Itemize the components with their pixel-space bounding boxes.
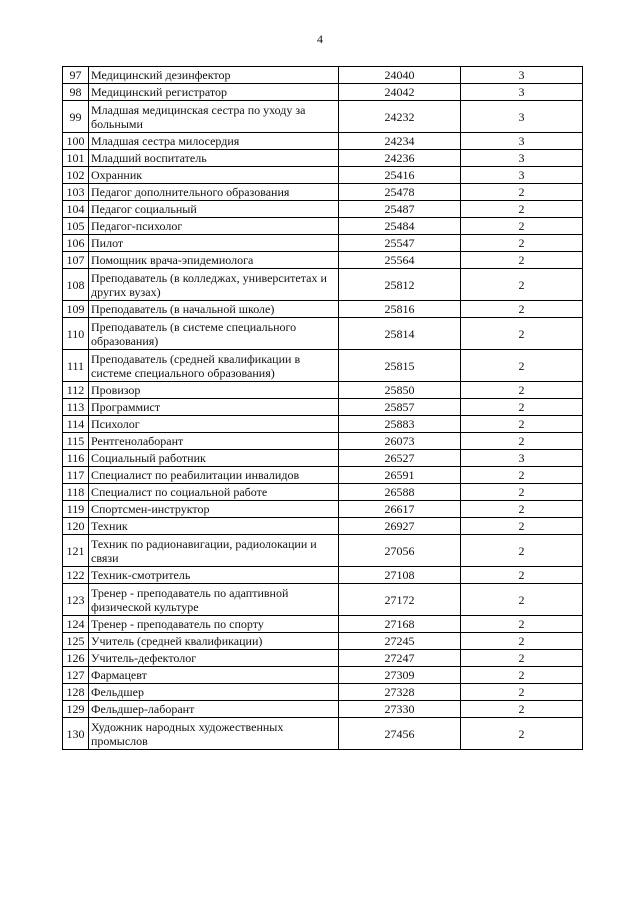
category: 2 <box>461 701 583 718</box>
table-row <box>63 518 583 535</box>
profession-name: Преподаватель (в начальной школе) <box>89 301 339 318</box>
table-row <box>63 616 583 633</box>
profession-code: 25814 <box>339 318 461 350</box>
row-number: 120 <box>63 518 89 535</box>
table-row <box>63 399 583 416</box>
row-number: 108 <box>63 269 89 301</box>
row-number: 107 <box>63 252 89 269</box>
category: 2 <box>461 535 583 567</box>
row-number: 115 <box>63 433 89 450</box>
profession-code: 24234 <box>339 133 461 150</box>
table-row <box>63 382 583 399</box>
profession-code: 27309 <box>339 667 461 684</box>
table-row <box>63 301 583 318</box>
table-row <box>63 235 583 252</box>
table-row <box>63 701 583 718</box>
table-row <box>63 167 583 184</box>
profession-name: Техник по радионавигации, радиолокации и связи <box>89 535 339 567</box>
table-row <box>63 252 583 269</box>
table-row <box>63 67 583 84</box>
category: 2 <box>461 667 583 684</box>
table-row <box>63 684 583 701</box>
table-row <box>63 84 583 101</box>
profession-code: 25547 <box>339 235 461 252</box>
table-row <box>63 150 583 167</box>
profession-code: 25850 <box>339 382 461 399</box>
category: 2 <box>461 399 583 416</box>
row-number: 111 <box>63 350 89 382</box>
profession-code: 27245 <box>339 633 461 650</box>
profession-code: 27247 <box>339 650 461 667</box>
table-row <box>63 501 583 518</box>
profession-name: Преподаватель (в системе специального образования) <box>89 318 339 350</box>
row-number: 105 <box>63 218 89 235</box>
row-number: 100 <box>63 133 89 150</box>
category: 3 <box>461 450 583 467</box>
profession-code: 26588 <box>339 484 461 501</box>
profession-code: 25812 <box>339 269 461 301</box>
profession-code: 27056 <box>339 535 461 567</box>
profession-name: Социальный работник <box>89 450 339 467</box>
category: 3 <box>461 133 583 150</box>
profession-name: Младшая сестра милосердия <box>89 133 339 150</box>
row-number: 101 <box>63 150 89 167</box>
profession-code: 24236 <box>339 150 461 167</box>
table-row <box>63 269 583 301</box>
profession-name: Спортсмен-инструктор <box>89 501 339 518</box>
table-row <box>63 350 583 382</box>
table-row <box>63 416 583 433</box>
table-row <box>63 201 583 218</box>
profession-name: Медицинский регистратор <box>89 84 339 101</box>
category: 2 <box>461 269 583 301</box>
profession-code: 25564 <box>339 252 461 269</box>
category: 2 <box>461 584 583 616</box>
profession-code: 25484 <box>339 218 461 235</box>
profession-name: Помощник врача-эпидемиолога <box>89 252 339 269</box>
profession-name: Техник-смотритель <box>89 567 339 584</box>
category: 3 <box>461 67 583 84</box>
profession-name: Преподаватель (средней квалификации в системе специального образования) <box>89 350 339 382</box>
table-row <box>63 718 583 750</box>
category: 2 <box>461 218 583 235</box>
profession-code: 24040 <box>339 67 461 84</box>
table-row <box>63 650 583 667</box>
profession-name: Преподаватель (в колледжах, университетах и других вузах) <box>89 269 339 301</box>
table-row <box>63 450 583 467</box>
professions-table <box>62 66 583 750</box>
profession-name: Рентгенолаборант <box>89 433 339 450</box>
category: 2 <box>461 518 583 535</box>
row-number: 118 <box>63 484 89 501</box>
profession-code: 27328 <box>339 684 461 701</box>
profession-code: 26591 <box>339 467 461 484</box>
category: 2 <box>461 301 583 318</box>
profession-code: 24232 <box>339 101 461 133</box>
profession-name: Педагог-психолог <box>89 218 339 235</box>
profession-name: Программист <box>89 399 339 416</box>
category: 2 <box>461 467 583 484</box>
row-number: 129 <box>63 701 89 718</box>
row-number: 98 <box>63 84 89 101</box>
profession-code: 25816 <box>339 301 461 318</box>
row-number: 103 <box>63 184 89 201</box>
row-number: 125 <box>63 633 89 650</box>
profession-name: Младшая медицинская сестра по уходу за больными <box>89 101 339 133</box>
row-number: 121 <box>63 535 89 567</box>
row-number: 122 <box>63 567 89 584</box>
profession-name: Педагог социальный <box>89 201 339 218</box>
profession-code: 27168 <box>339 616 461 633</box>
category: 2 <box>461 350 583 382</box>
profession-code: 25487 <box>339 201 461 218</box>
profession-name: Фельдшер-лаборант <box>89 701 339 718</box>
table-row <box>63 133 583 150</box>
category: 2 <box>461 252 583 269</box>
profession-name: Учитель (средней квалификации) <box>89 633 339 650</box>
category: 3 <box>461 84 583 101</box>
profession-code: 27456 <box>339 718 461 750</box>
profession-name: Тренер - преподаватель по спорту <box>89 616 339 633</box>
profession-name: Техник <box>89 518 339 535</box>
row-number: 109 <box>63 301 89 318</box>
profession-name: Провизор <box>89 382 339 399</box>
profession-code: 27172 <box>339 584 461 616</box>
profession-name: Младший воспитатель <box>89 150 339 167</box>
category: 2 <box>461 684 583 701</box>
profession-code: 26617 <box>339 501 461 518</box>
profession-name: Тренер - преподаватель по адаптивной физической культуре <box>89 584 339 616</box>
profession-code: 26927 <box>339 518 461 535</box>
table-row <box>63 467 583 484</box>
profession-code: 27108 <box>339 567 461 584</box>
table-row <box>63 633 583 650</box>
profession-code: 25857 <box>339 399 461 416</box>
category: 2 <box>461 201 583 218</box>
table-row <box>63 433 583 450</box>
row-number: 128 <box>63 684 89 701</box>
table-row <box>63 535 583 567</box>
profession-name: Специалист по реабилитации инвалидов <box>89 467 339 484</box>
profession-name: Охранник <box>89 167 339 184</box>
profession-code: 25416 <box>339 167 461 184</box>
row-number: 124 <box>63 616 89 633</box>
table-row <box>63 667 583 684</box>
category: 2 <box>461 484 583 501</box>
professions-table-body <box>63 67 583 750</box>
profession-code: 26073 <box>339 433 461 450</box>
category: 2 <box>461 318 583 350</box>
category: 3 <box>461 167 583 184</box>
table-row <box>63 567 583 584</box>
table-row <box>63 484 583 501</box>
row-number: 97 <box>63 67 89 84</box>
row-number: 106 <box>63 235 89 252</box>
category: 2 <box>461 501 583 518</box>
profession-name: Фармацевт <box>89 667 339 684</box>
category: 2 <box>461 416 583 433</box>
category: 2 <box>461 718 583 750</box>
row-number: 130 <box>63 718 89 750</box>
category: 2 <box>461 433 583 450</box>
profession-name: Учитель-дефектолог <box>89 650 339 667</box>
table-row <box>63 584 583 616</box>
category: 2 <box>461 650 583 667</box>
category: 3 <box>461 150 583 167</box>
table-row <box>63 101 583 133</box>
profession-code: 25815 <box>339 350 461 382</box>
profession-code: 25478 <box>339 184 461 201</box>
category: 2 <box>461 567 583 584</box>
profession-name: Пилот <box>89 235 339 252</box>
row-number: 123 <box>63 584 89 616</box>
profession-name: Специалист по социальной работе <box>89 484 339 501</box>
category: 2 <box>461 616 583 633</box>
row-number: 117 <box>63 467 89 484</box>
category: 2 <box>461 235 583 252</box>
row-number: 116 <box>63 450 89 467</box>
table-row <box>63 218 583 235</box>
profession-name: Медицинский дезинфектор <box>89 67 339 84</box>
row-number: 112 <box>63 382 89 399</box>
category: 2 <box>461 382 583 399</box>
category: 3 <box>461 101 583 133</box>
profession-name: Психолог <box>89 416 339 433</box>
row-number: 114 <box>63 416 89 433</box>
row-number: 119 <box>63 501 89 518</box>
row-number: 102 <box>63 167 89 184</box>
profession-code: 27330 <box>339 701 461 718</box>
row-number: 104 <box>63 201 89 218</box>
row-number: 126 <box>63 650 89 667</box>
row-number: 110 <box>63 318 89 350</box>
row-number: 113 <box>63 399 89 416</box>
profession-name: Фельдшер <box>89 684 339 701</box>
page-number: 4 <box>317 32 323 46</box>
profession-code: 24042 <box>339 84 461 101</box>
row-number: 127 <box>63 667 89 684</box>
profession-name: Художник народных художественных промыслов <box>89 718 339 750</box>
row-number: 99 <box>63 101 89 133</box>
profession-name: Педагог дополнительного образования <box>89 184 339 201</box>
profession-code: 25883 <box>339 416 461 433</box>
profession-code: 26527 <box>339 450 461 467</box>
table-row <box>63 318 583 350</box>
table-row <box>63 184 583 201</box>
category: 2 <box>461 184 583 201</box>
category: 2 <box>461 633 583 650</box>
